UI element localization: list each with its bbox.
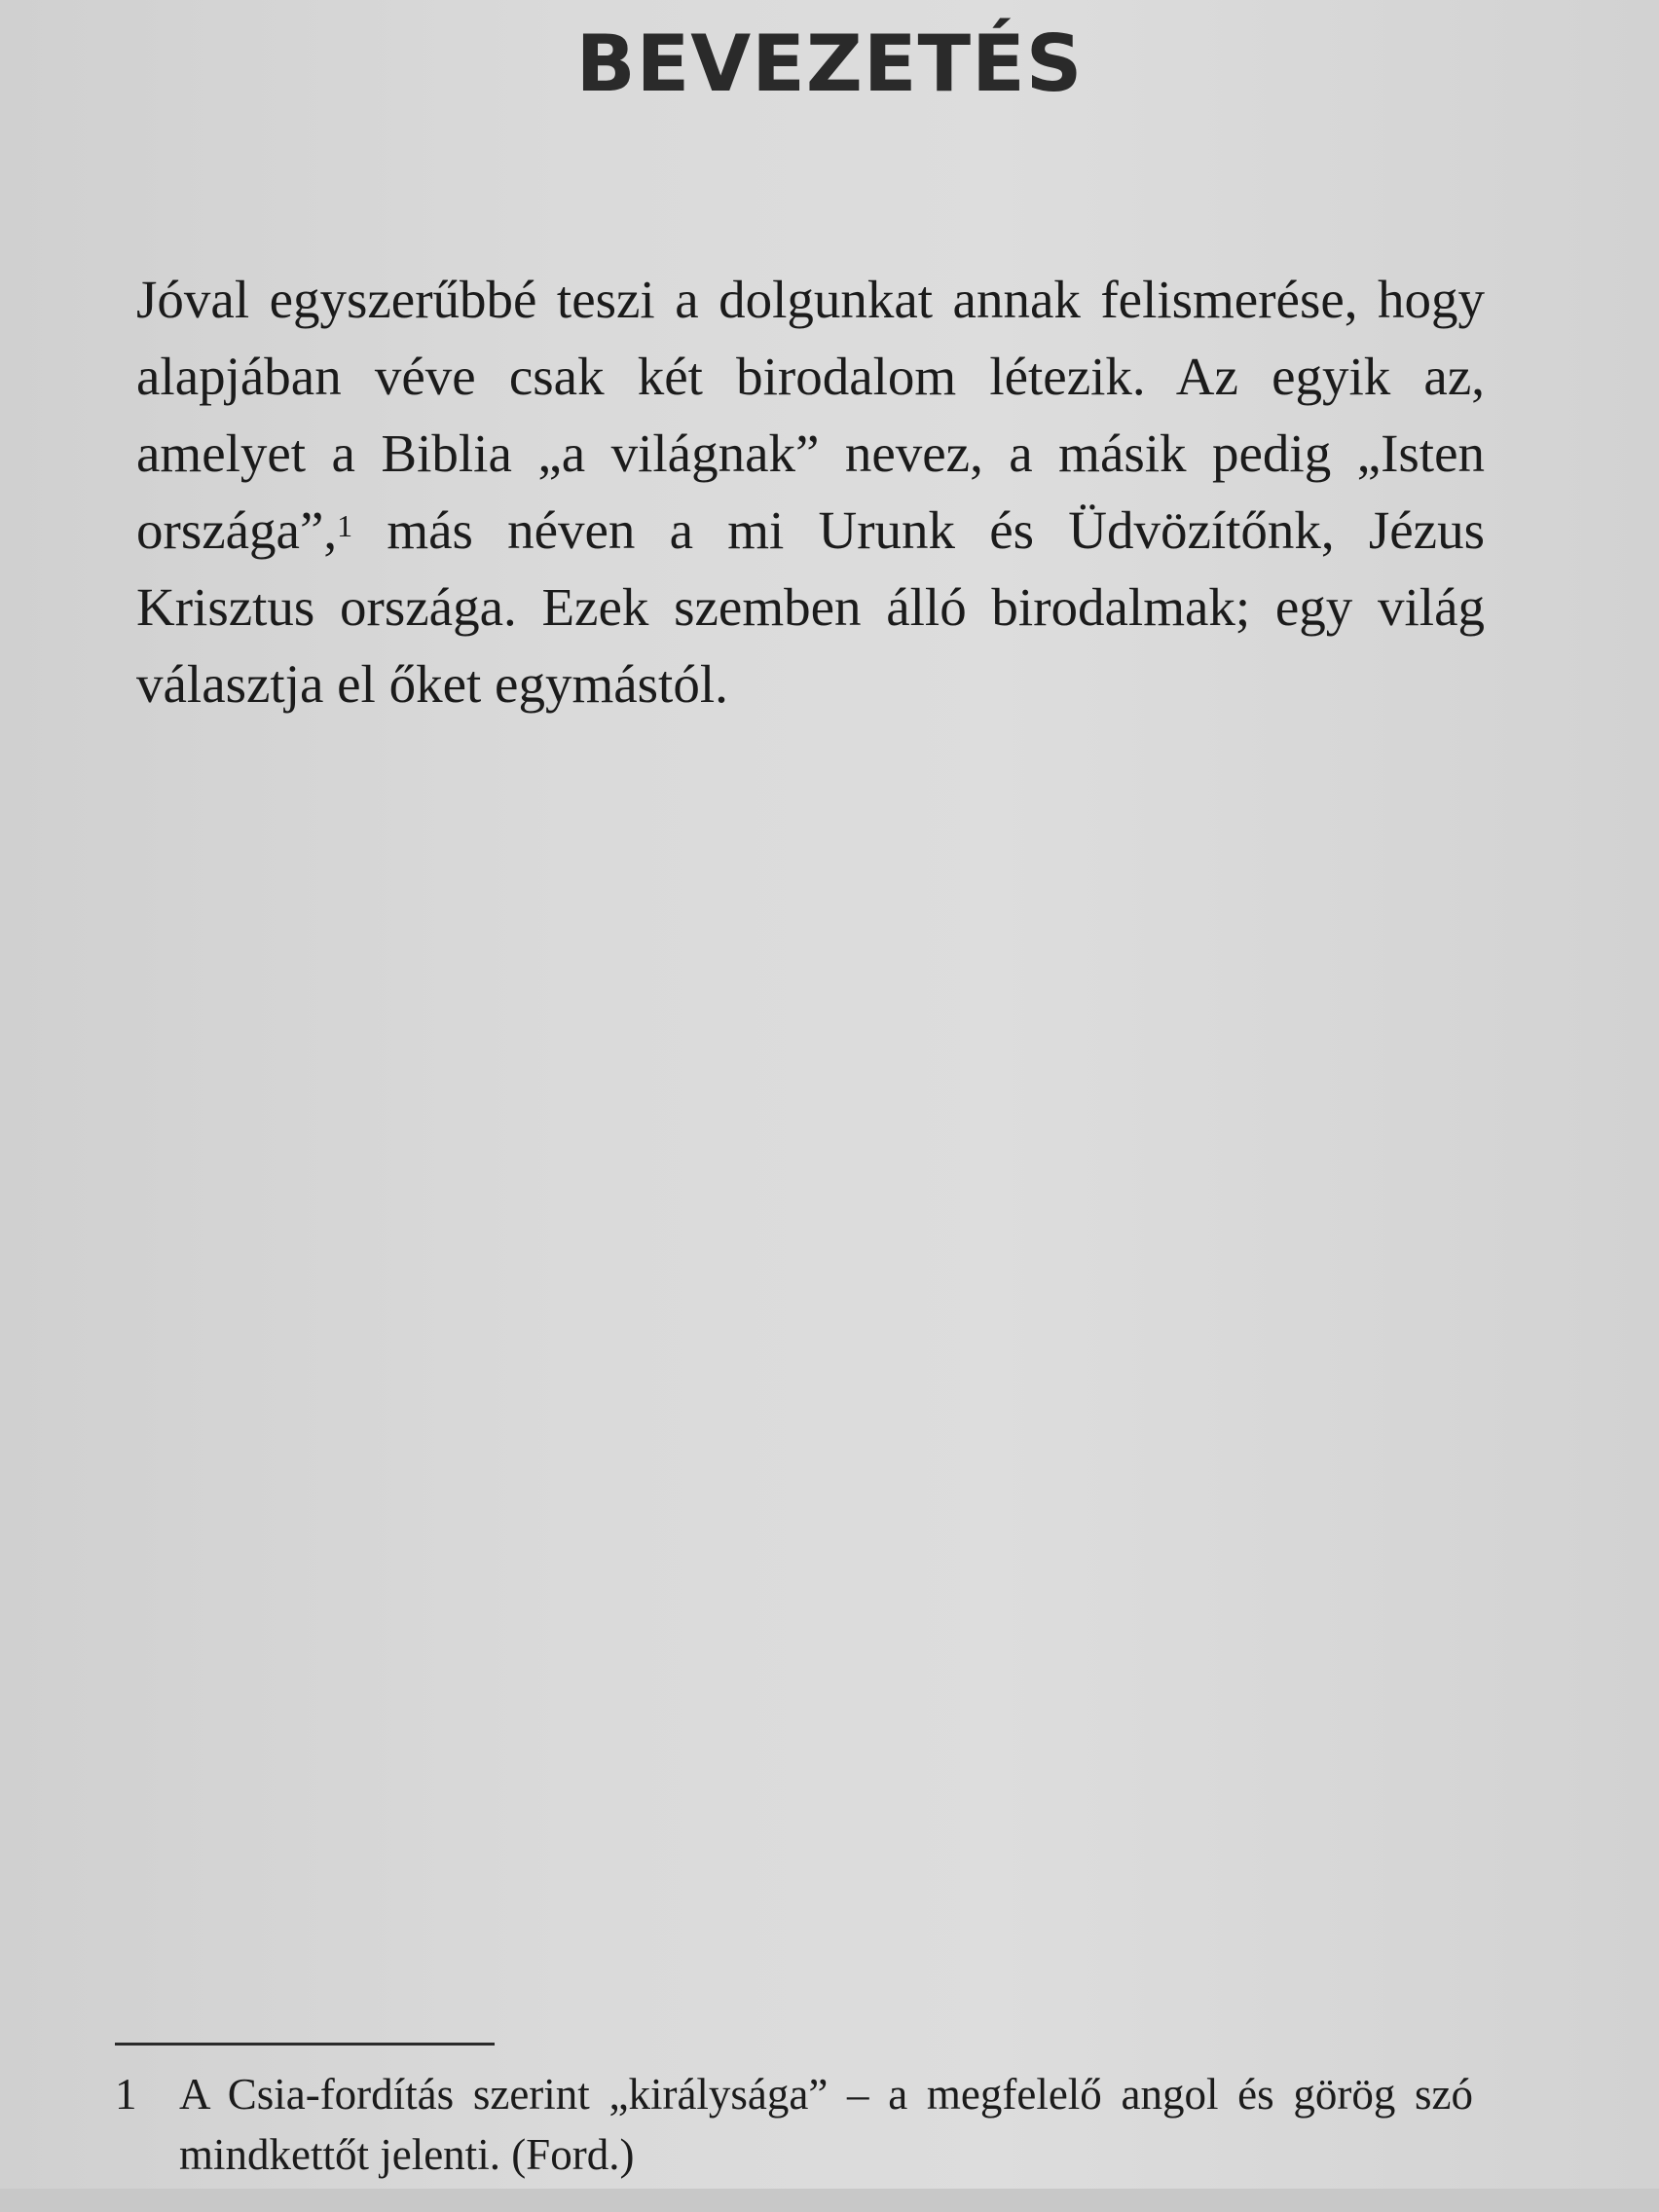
chapter-heading: BEVEZETÉS <box>575 18 1084 109</box>
paragraph-text-part-1: Jóval egyszerűbbé teszi a dolgunkat annak felismerése, hogy alapjában véve csak két birodalom létezik. Az egyik az, amelyet a Biblia „a világnak” nevez, a másik pedig „Isten országa”, <box>136 270 1485 560</box>
paragraph-text-part-2: más néven a mi Urunk és Üdvözítőnk, Jézus Krisztus országa. Ezek szemben álló birodalmak; egy világ választja el őket egymástól. <box>136 500 1485 714</box>
footnote <box>115 2064 1473 2185</box>
page-bottom-edge <box>0 2189 1659 2212</box>
footnote-reference: 1 <box>337 508 353 543</box>
footnote-number: 1 <box>115 2070 137 2119</box>
footnote-text: A Csia-fordítás szerint „királysága” – a megfelelő angol és görög szó mindkettőt jelenti. (Ford.) <box>179 2070 1473 2179</box>
footnote-divider <box>115 2043 495 2046</box>
intro-paragraph <box>136 261 1485 722</box>
